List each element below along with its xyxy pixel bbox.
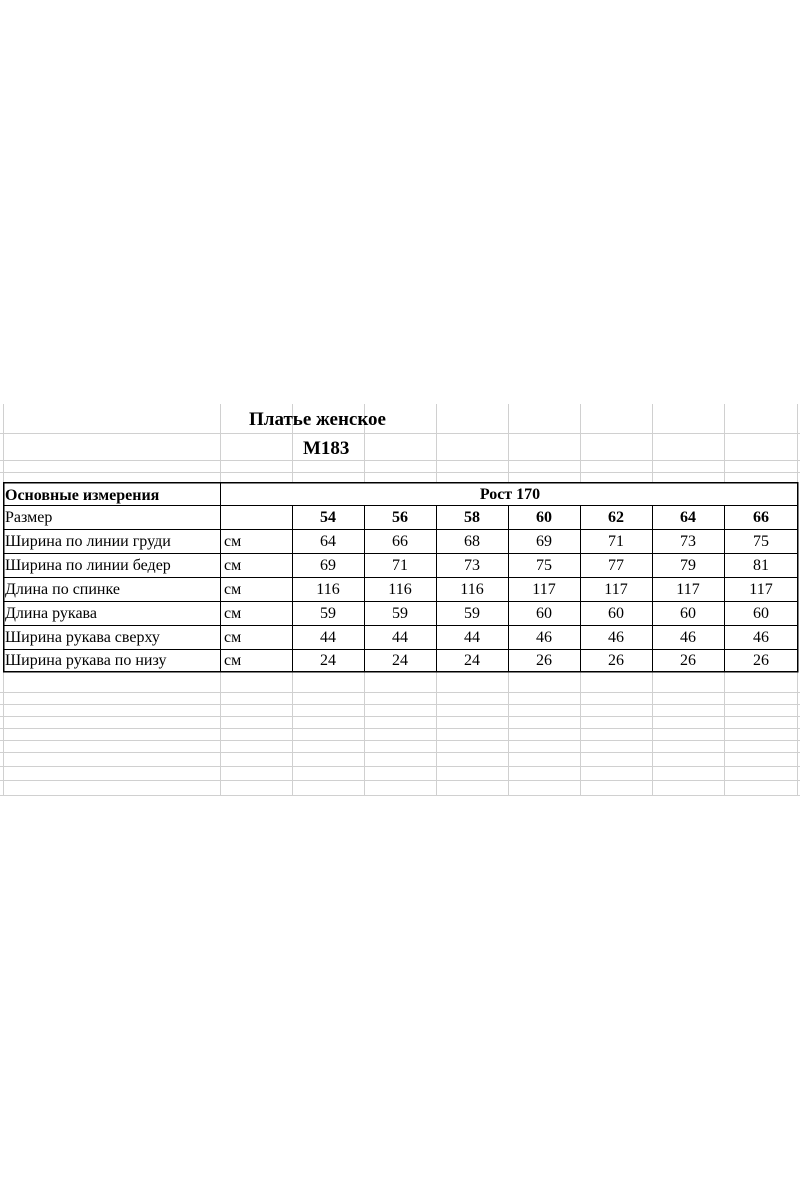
size-cell: 66	[753, 509, 769, 526]
value-cell: 26	[680, 652, 696, 669]
value-cell: 73	[680, 533, 696, 550]
header-growth: Рост 170	[479, 486, 541, 503]
value-cell: 64	[320, 533, 336, 550]
value-cell: 68	[464, 533, 480, 550]
value-cell: 75	[536, 557, 552, 574]
row-label: Ширина по линии бедер	[5, 557, 171, 574]
model-code: М183	[303, 438, 350, 459]
value-cell: 60	[680, 605, 696, 622]
row-unit: см	[224, 581, 242, 598]
row-unit: см	[224, 605, 242, 622]
value-cell: 75	[753, 533, 769, 550]
size-cell: 64	[680, 509, 696, 526]
row-label: Ширина рукава сверху	[5, 629, 160, 646]
size-cell: 54	[320, 509, 336, 526]
value-cell: 44	[464, 629, 480, 646]
row-label: Длина по спинке	[5, 581, 120, 598]
value-cell: 73	[464, 557, 480, 574]
row-unit: см	[224, 629, 242, 646]
value-cell: 26	[536, 652, 552, 669]
size-row-label: Размер	[5, 509, 53, 526]
value-cell: 44	[392, 629, 408, 646]
product-title: Платье женское	[249, 409, 386, 430]
value-cell: 117	[749, 581, 773, 598]
value-cell: 59	[464, 605, 480, 622]
value-cell: 24	[464, 652, 480, 669]
value-cell: 26	[608, 652, 624, 669]
value-cell: 24	[392, 652, 408, 669]
row-unit: см	[224, 533, 242, 550]
value-cell: 46	[753, 629, 769, 646]
value-cell: 46	[536, 629, 552, 646]
size-cell: 58	[464, 509, 480, 526]
value-cell: 60	[608, 605, 624, 622]
value-cell: 69	[536, 533, 552, 550]
value-cell: 117	[604, 581, 628, 598]
value-cell: 81	[753, 557, 769, 574]
size-cell: 60	[536, 509, 552, 526]
value-cell: 77	[608, 557, 624, 574]
value-cell: 66	[392, 533, 408, 550]
value-cell: 59	[392, 605, 408, 622]
value-cell: 26	[753, 652, 769, 669]
value-cell: 71	[608, 533, 624, 550]
value-cell: 24	[320, 652, 336, 669]
row-label: Ширина рукава по низу	[5, 652, 167, 669]
size-cell: 62	[608, 509, 624, 526]
size-cell: 56	[392, 509, 408, 526]
row-unit: см	[224, 557, 242, 574]
row-label: Ширина по линии груди	[5, 533, 171, 550]
value-cell: 117	[532, 581, 556, 598]
value-cell: 116	[388, 581, 412, 598]
value-cell: 46	[608, 629, 624, 646]
value-cell: 60	[536, 605, 552, 622]
value-cell: 69	[320, 557, 336, 574]
value-cell: 44	[320, 629, 336, 646]
size-chart-sheet	[0, 404, 800, 796]
value-cell: 46	[680, 629, 696, 646]
value-cell: 60	[753, 605, 769, 622]
value-cell: 116	[316, 581, 340, 598]
value-cell: 117	[676, 581, 700, 598]
row-unit: см	[224, 652, 242, 669]
value-cell: 79	[680, 557, 696, 574]
header-main-measurements: Основные измерения	[5, 487, 160, 504]
value-cell: 116	[460, 581, 484, 598]
value-cell: 71	[392, 557, 408, 574]
row-label: Длина рукава	[5, 605, 97, 622]
value-cell: 59	[320, 605, 336, 622]
